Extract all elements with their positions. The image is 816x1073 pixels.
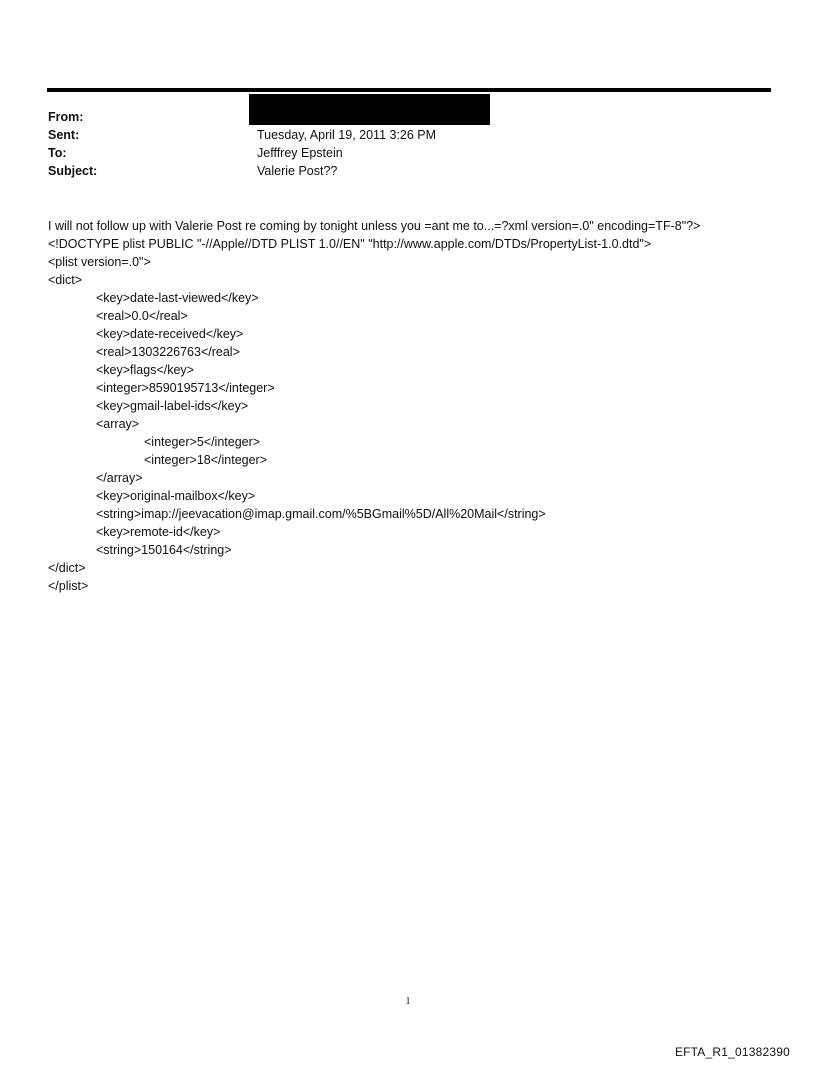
body-line: <real>0.0</real> — [96, 309, 188, 323]
body-line: <integer>5</integer> — [144, 435, 261, 449]
body-line: <integer>8590195713</integer> — [96, 381, 275, 395]
body-line: <!DOCTYPE plist PUBLIC "-//Apple//DTD PLIST 1.0//EN" "http://www.apple.com/DTDs/PropertyList-1.0.dtd"> — [48, 237, 652, 251]
body-line: </dict> — [48, 561, 86, 575]
subject-label: Subject: — [48, 164, 98, 178]
to-label: To: — [48, 146, 67, 160]
to-row — [48, 144, 768, 162]
body-line: <key>original-mailbox</key> — [96, 489, 256, 503]
sent-value: Tuesday, April 19, 2011 3:26 PM — [257, 128, 437, 142]
page-number: 1 — [405, 996, 411, 1007]
body-line: <real>1303226763</real> — [96, 345, 240, 359]
subject-row — [48, 162, 768, 180]
body-line: <key>flags</key> — [96, 363, 194, 377]
body-line: <key>gmail-label-ids</key> — [96, 399, 249, 413]
body-line: </plist> — [48, 579, 89, 593]
to-value: Jefffrey Epstein — [257, 146, 343, 160]
body-line: <key>date-last-viewed</key> — [96, 291, 259, 305]
body-line: <dict> — [48, 273, 83, 287]
body-line: <integer>18</integer> — [144, 453, 268, 467]
body-line: <string>imap://jeevacation@imap.gmail.com/%5BGmail%5D/All%20Mail</string> — [96, 507, 546, 521]
sent-row — [48, 126, 768, 144]
body-line: <array> — [96, 417, 140, 431]
email-body — [48, 217, 772, 595]
body-line: <key>remote-id</key> — [96, 525, 221, 539]
document-id: EFTA_R1_01382390 — [674, 1045, 790, 1059]
header-divider-rule — [47, 88, 771, 92]
subject-value: Valerie Post?? — [257, 164, 338, 178]
from-row — [48, 108, 768, 126]
body-line: I will not follow up with Valerie Post re coming by tonight unless you =ant me to...=?xml version=.0" encoding=TF-8"?> — [48, 219, 701, 233]
from-label: From: — [48, 110, 84, 124]
body-line: <plist version=.0"> — [48, 255, 151, 269]
email-header — [48, 108, 768, 180]
sent-label: Sent: — [48, 128, 80, 142]
body-line: <key>date-received</key> — [96, 327, 244, 341]
body-line: </array> — [96, 471, 143, 485]
body-line: <string>150164</string> — [96, 543, 232, 557]
